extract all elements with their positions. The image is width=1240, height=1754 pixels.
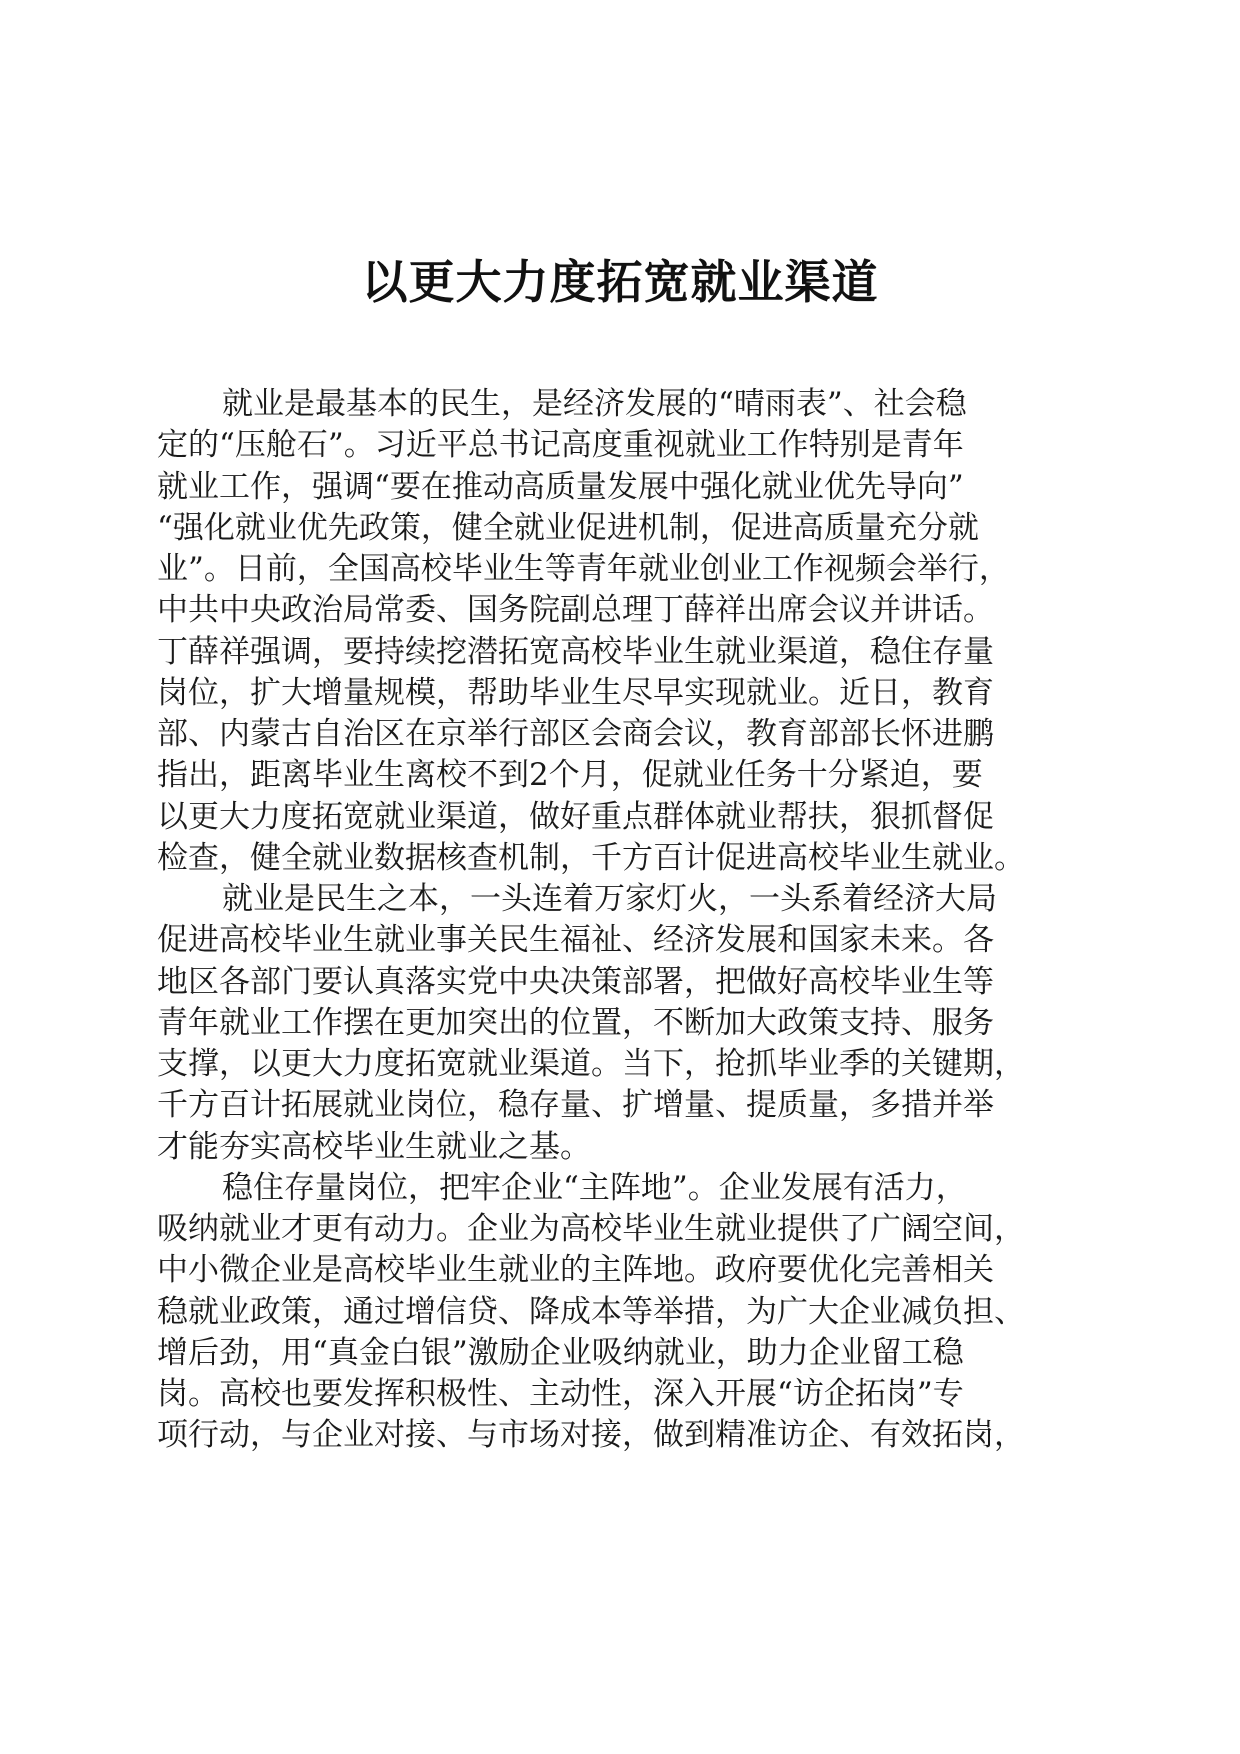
body-line: 丁薛祥强调，要持续挖潜拓宽高校毕业生就业渠道，稳住存量	[157, 633, 994, 670]
body-line: 指出，距离毕业生离校不到2个月，促就业任务十分紧迫，要	[157, 757, 983, 794]
document-body	[157, 384, 1077, 1457]
body-line: 地区各部门要认真落实党中央决策部署，把做好高校毕业生等	[157, 963, 994, 1000]
body-line: 吸纳就业才更有动力。企业为高校毕业生就业提供了广阔空间，	[157, 1211, 1025, 1247]
body-line: 就业是最基本的民生，是经济发展的“晴雨表”、社会稳	[222, 386, 967, 422]
body-line: 促进高校毕业生就业事关民生福祉、经济发展和国家未来。各	[157, 922, 994, 959]
body-line: 就业是民生之本，一头连着万家灯火，一头系着经济大局	[222, 881, 997, 917]
body-line: 支撑，以更大力度拓宽就业渠道。当下，抢抓毕业季的关键期，	[157, 1046, 1025, 1082]
body-line: 中小微企业是高校毕业生就业的主阵地。政府要优化完善相关	[157, 1252, 994, 1289]
body-line: 以更大力度拓宽就业渠道，做好重点群体就业帮扶，狠抓督促	[157, 798, 994, 835]
body-line: 就业工作，强调“要在推动高质量发展中强化就业优先导向”	[157, 468, 964, 505]
body-line: 岗。高校也要发挥积极性、主动性，深入开展“访企拓岗”专	[157, 1376, 964, 1412]
body-line: 稳住存量岗位，把牢企业“主阵地”。企业发展有活力，	[222, 1169, 967, 1206]
body-line: 才能夯实高校毕业生就业之基。	[157, 1128, 591, 1165]
body-line: 千方百计拓展就业岗位，稳存量、扩增量、提质量，多措并举	[157, 1087, 994, 1124]
body-line: 中共中央政治局常委、国务院副总理丁薛祥出席会议并讲话。	[157, 592, 994, 629]
body-line: 青年就业工作摆在更加突出的位置，不断加大政策支持、服务	[157, 1004, 994, 1041]
body-line: 定的“压舱石”。习近平总书记高度重视就业工作特别是青年	[157, 427, 964, 464]
body-line: 项行动，与企业对接、与市场对接，做到精准访企、有效拓岗，	[157, 1417, 1025, 1454]
body-line: 岗位，扩大增量规模，帮助毕业生尽早实现就业。近日，教育	[157, 674, 994, 711]
body-line: 增后劲，用“真金白银”激励企业吸纳就业，助力企业留工稳	[157, 1334, 964, 1371]
body-line: 部、内蒙古自治区在京举行部区会商会议，教育部部长怀进鹏	[157, 716, 994, 752]
body-line: 稳就业政策，通过增信贷、降成本等举措，为广大企业减负担、	[157, 1293, 1025, 1330]
document-title: 以更大力度拓宽就业渠道	[361, 255, 879, 309]
body-line: 业”。日前，全国高校毕业生等青年就业创业工作视频会举行，	[157, 551, 1010, 587]
body-line: “强化就业优先政策，健全就业促进机制，促进高质量充分就	[157, 509, 979, 546]
body-line: 检查，健全就业数据核查机制，千方百计促进高校毕业生就业。	[157, 839, 1025, 876]
